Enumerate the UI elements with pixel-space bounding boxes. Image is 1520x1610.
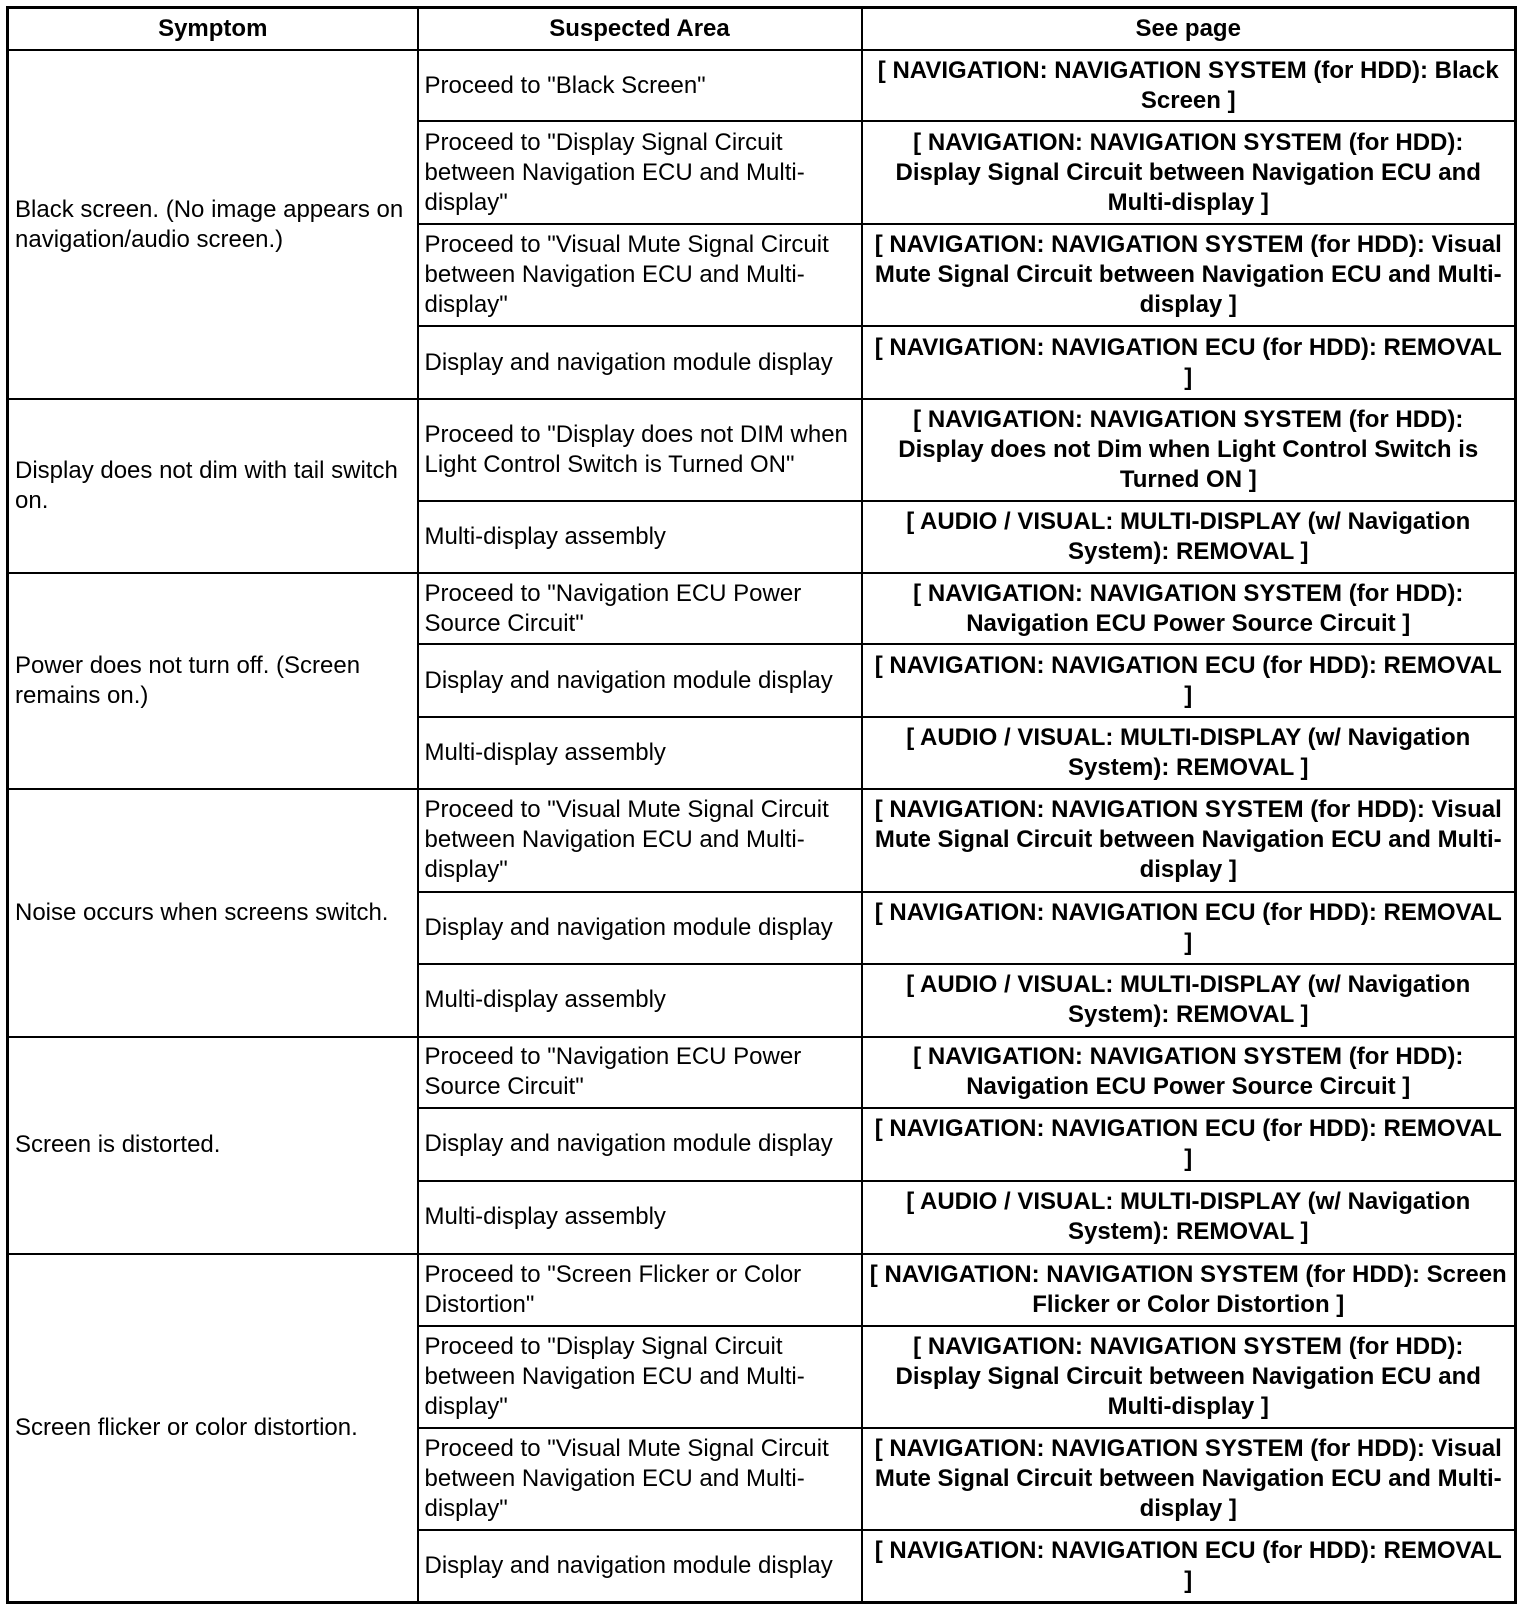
symptom-cell: Screen flicker or color distortion. (8, 1254, 418, 1602)
suspected-area-cell: Display and navigation module display (418, 644, 862, 717)
suspected-area-cell: Proceed to "Visual Mute Signal Circuit between Navigation ECU and Multi-display" (418, 1428, 862, 1530)
suspected-area-cell: Proceed to "Screen Flicker or Color Distortion" (418, 1254, 862, 1325)
see-page-cell: [ NAVIGATION: NAVIGATION SYSTEM (for HDD): Screen Flicker or Color Distortion ] (862, 1254, 1516, 1325)
header-suspected-area: Suspected Area (418, 8, 862, 51)
see-page-cell: [ NAVIGATION: NAVIGATION SYSTEM (for HDD): Visual Mute Signal Circuit between Navigation ECU and Multi-display ] (862, 224, 1516, 326)
suspected-area-cell: Multi-display assembly (418, 501, 862, 572)
symptom-cell: Screen is distorted. (8, 1037, 418, 1255)
see-page-cell: [ NAVIGATION: NAVIGATION ECU (for HDD): REMOVAL ] (862, 1530, 1516, 1603)
header-row (8, 8, 1516, 51)
see-page-cell: [ AUDIO / VISUAL: MULTI-DISPLAY (w/ Navigation System): REMOVAL ] (862, 717, 1516, 790)
see-page-cell: [ NAVIGATION: NAVIGATION SYSTEM (for HDD): Visual Mute Signal Circuit between Navigation ECU and Multi-display ] (862, 789, 1516, 891)
symptom-cell: Black screen. (No image appears on navigation/audio screen.) (8, 50, 418, 399)
suspected-area-cell: Display and navigation module display (418, 326, 862, 400)
suspected-area-cell: Proceed to "Display Signal Circuit between Navigation ECU and Multi-display" (418, 121, 862, 223)
suspected-area-cell: Proceed to "Display Signal Circuit between Navigation ECU and Multi-display" (418, 1326, 862, 1428)
symptom-cell: Noise occurs when screens switch. (8, 789, 418, 1036)
suspected-area-cell: Proceed to "Navigation ECU Power Source Circuit" (418, 573, 862, 644)
suspected-area-cell: Display and navigation module display (418, 1530, 862, 1603)
see-page-cell: [ NAVIGATION: NAVIGATION SYSTEM (for HDD): Display Signal Circuit between Navigation ECU and Multi-display ] (862, 1326, 1516, 1428)
suspected-area-cell: Proceed to "Display does not DIM when Light Control Switch is Turned ON" (418, 399, 862, 501)
see-page-cell: [ NAVIGATION: NAVIGATION SYSTEM (for HDD): Navigation ECU Power Source Circuit ] (862, 1037, 1516, 1108)
table-row (8, 1037, 1516, 1108)
see-page-cell: [ NAVIGATION: NAVIGATION ECU (for HDD): REMOVAL ] (862, 1108, 1516, 1181)
suspected-area-cell: Proceed to "Navigation ECU Power Source Circuit" (418, 1037, 862, 1108)
see-page-cell: [ AUDIO / VISUAL: MULTI-DISPLAY (w/ Navigation System): REMOVAL ] (862, 1181, 1516, 1255)
suspected-area-cell: Display and navigation module display (418, 892, 862, 965)
header-symptom: Symptom (8, 8, 418, 51)
see-page-cell: [ NAVIGATION: NAVIGATION ECU (for HDD): REMOVAL ] (862, 644, 1516, 717)
see-page-cell: [ NAVIGATION: NAVIGATION SYSTEM (for HDD): Navigation ECU Power Source Circuit ] (862, 573, 1516, 644)
see-page-cell: [ NAVIGATION: NAVIGATION SYSTEM (for HDD): Display Signal Circuit between Navigation ECU and Multi-display ] (862, 121, 1516, 223)
table-row (8, 789, 1516, 891)
suspected-area-cell: Multi-display assembly (418, 964, 862, 1037)
suspected-area-cell: Proceed to "Black Screen" (418, 50, 862, 121)
header-see-page: See page (862, 8, 1516, 51)
table-row (8, 1254, 1516, 1325)
suspected-area-cell: Multi-display assembly (418, 717, 862, 790)
see-page-cell: [ NAVIGATION: NAVIGATION SYSTEM (for HDD): Display does not Dim when Light Control Switch is Turned ON ] (862, 399, 1516, 501)
see-page-cell: [ AUDIO / VISUAL: MULTI-DISPLAY (w/ Navigation System): REMOVAL ] (862, 501, 1516, 572)
symptom-table (6, 6, 1517, 1604)
symptom-cell: Display does not dim with tail switch on. (8, 399, 418, 573)
see-page-cell: [ NAVIGATION: NAVIGATION SYSTEM (for HDD): Black Screen ] (862, 50, 1516, 121)
table-row (8, 399, 1516, 501)
see-page-cell: [ NAVIGATION: NAVIGATION ECU (for HDD): REMOVAL ] (862, 892, 1516, 965)
table-body (8, 50, 1516, 1603)
see-page-cell: [ NAVIGATION: NAVIGATION SYSTEM (for HDD): Visual Mute Signal Circuit between Navigation ECU and Multi-display ] (862, 1428, 1516, 1530)
see-page-cell: [ AUDIO / VISUAL: MULTI-DISPLAY (w/ Navigation System): REMOVAL ] (862, 964, 1516, 1037)
table-row (8, 573, 1516, 644)
see-page-cell: [ NAVIGATION: NAVIGATION ECU (for HDD): REMOVAL ] (862, 326, 1516, 400)
table-row (8, 50, 1516, 121)
suspected-area-cell: Proceed to "Visual Mute Signal Circuit between Navigation ECU and Multi-display" (418, 789, 862, 891)
suspected-area-cell: Multi-display assembly (418, 1181, 862, 1255)
symptom-cell: Power does not turn off. (Screen remains on.) (8, 573, 418, 790)
suspected-area-cell: Display and navigation module display (418, 1108, 862, 1181)
suspected-area-cell: Proceed to "Visual Mute Signal Circuit between Navigation ECU and Multi-display" (418, 224, 862, 326)
